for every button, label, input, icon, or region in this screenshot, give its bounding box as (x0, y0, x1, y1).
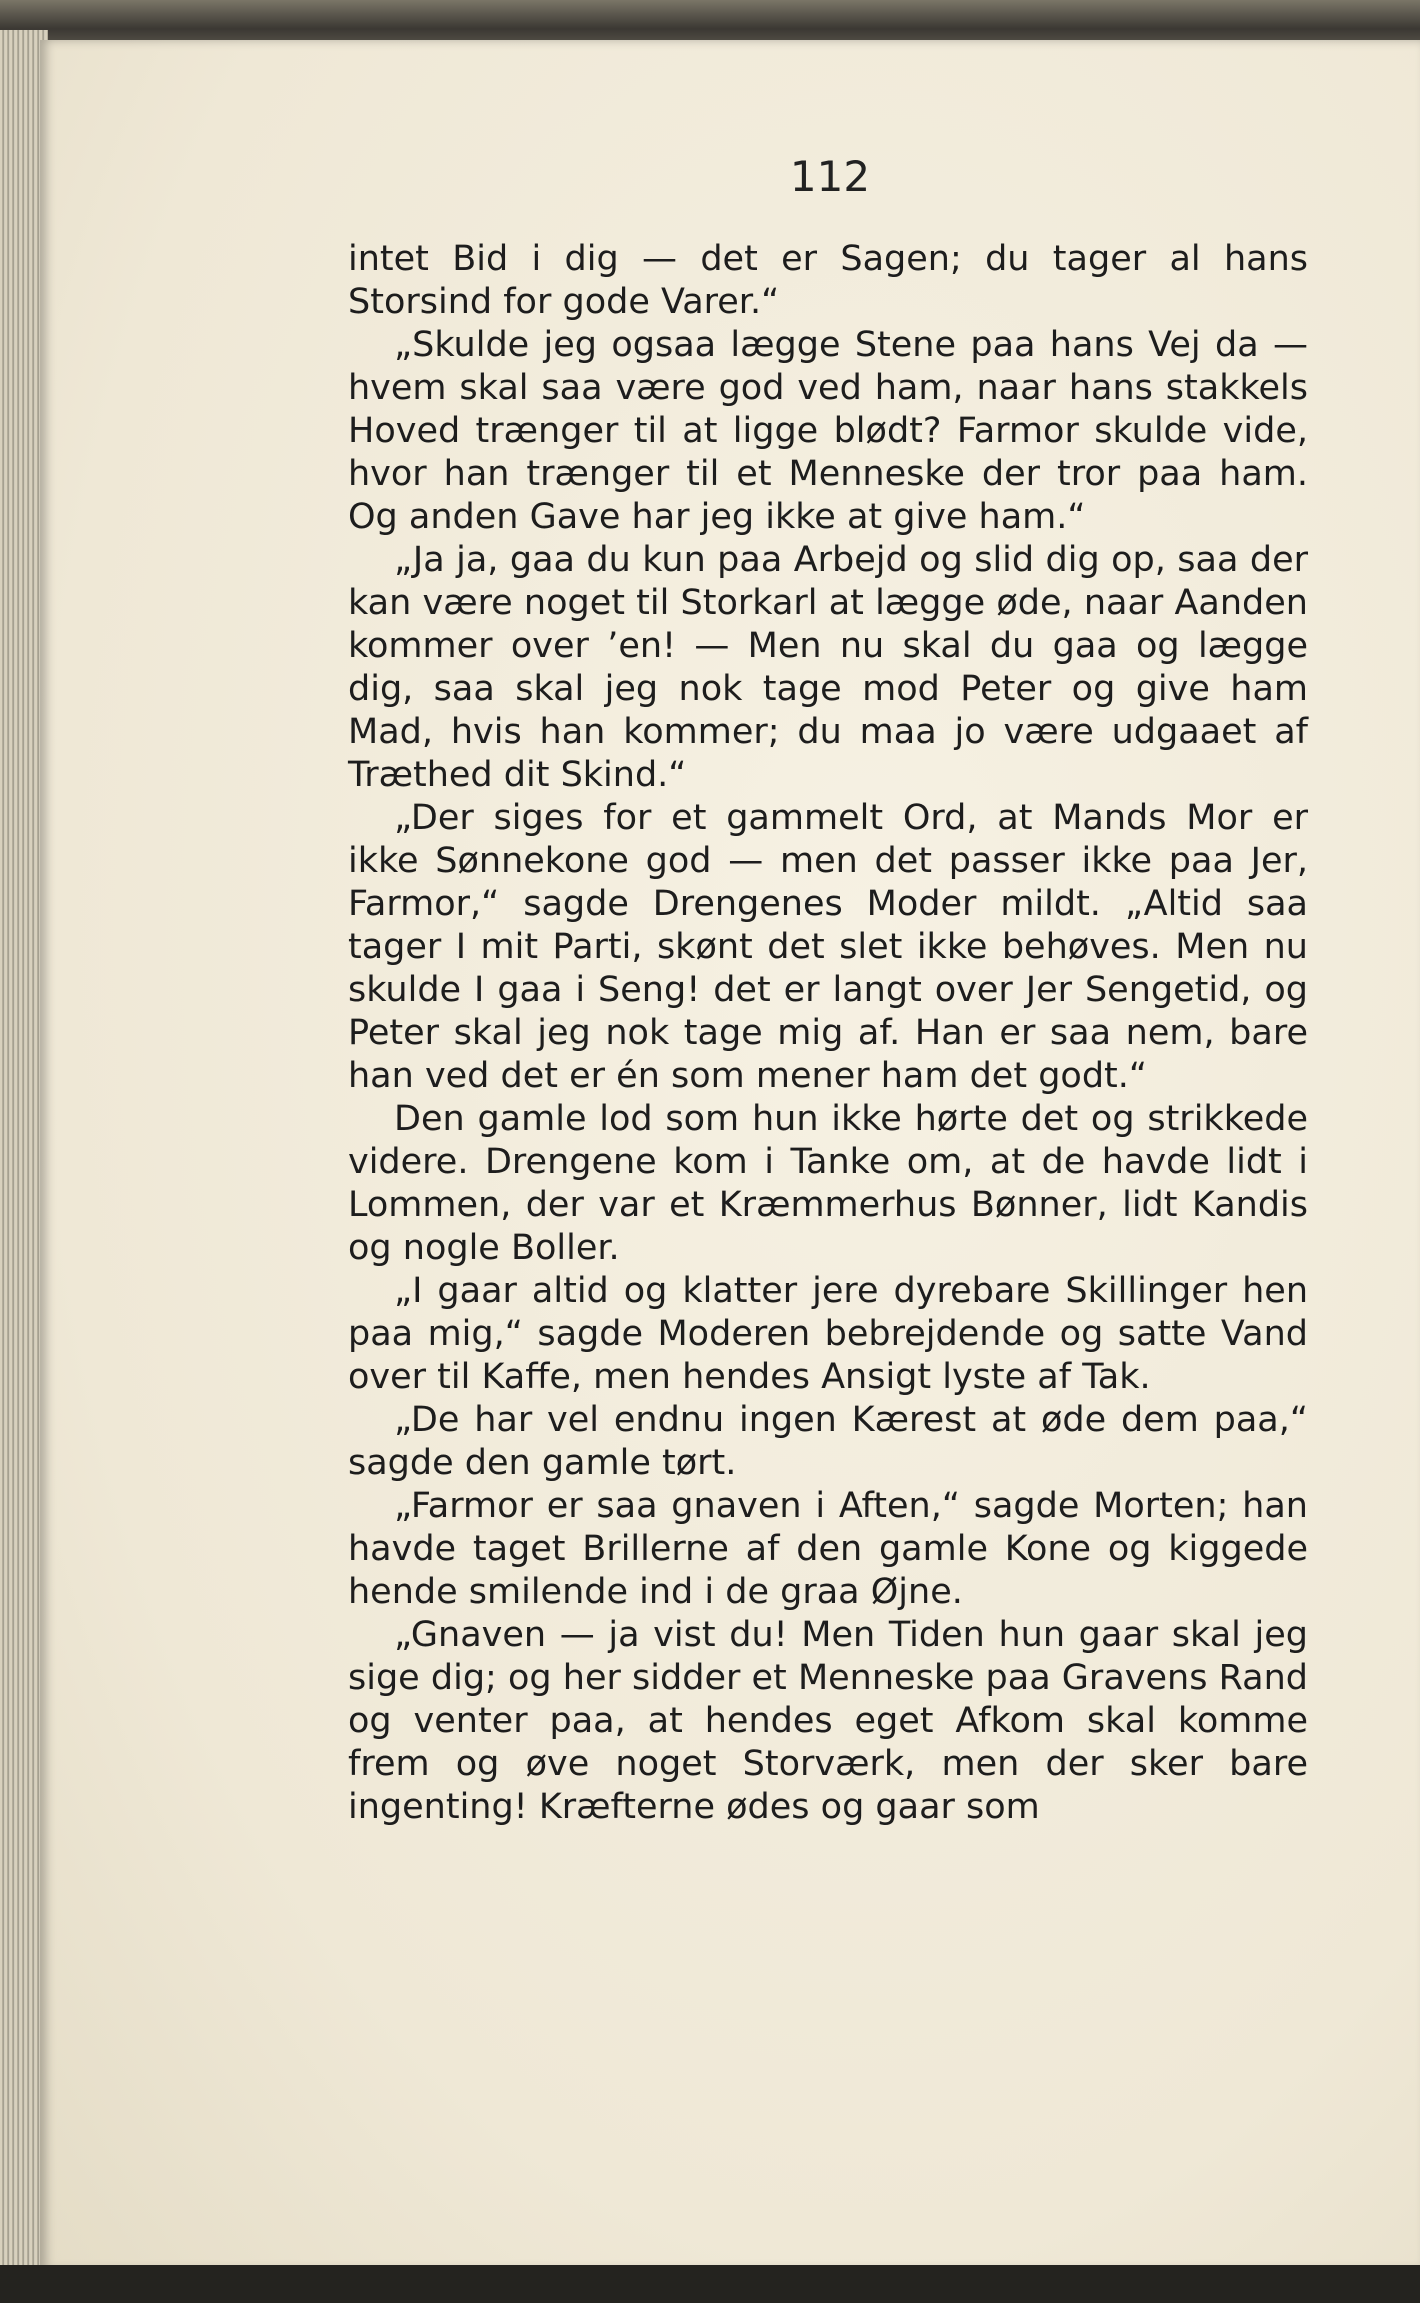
paragraph-1: intet Bid i dig — det er Sagen; du tager al hans Storsind for gode Varer.“ (348, 239, 1308, 322)
body-text (348, 238, 1308, 1829)
paragraph-4: „Der siges for et gammelt Ord, at Mands Mor er ikke Sønnekone god — men det passer ikke paa Jer, Farmor,“ sagde Drengenes Moder mildt. „Altid saa tager I mit Parti, skønt det slet ikke behøves. Men nu skulde I gaa i Seng! det er langt over Jer Sengetid, og Peter skal jeg nok tage mig af. Han er saa nem, bare han ved det er én som mener ham det godt.“ (348, 798, 1308, 1096)
paragraph-3: „Ja ja, gaa du kun paa Arbejd og slid dig op, saa der kan være noget til Storkarl at lægge øde, naar Aanden kommer over ’en! — Men nu skal du gaa og lægge dig, saa skal jeg nok tage mod Peter og give ham Mad, hvis han kommer; du maa jo være udgaaet af Træthed dit Skind.“ (348, 540, 1308, 795)
page-number: 112 (789, 152, 871, 201)
paragraph-2: „Skulde jeg ogsaa lægge Stene paa hans Vej da — hvem skal saa være god ved ham, naar hans stakkels Hoved trænger til at ligge blødt? Farmor skulde vide, hvor han trænger til et Menneske der tror paa ham. Og anden Gave har jeg ikke at give ham.“ (348, 325, 1308, 537)
paragraph-8: „Farmor er saa gnaven i Aften,“ sagde Morten; han havde taget Brillerne af den gamle Kone og kiggede hende smilende ind i de graa Øjne. (348, 1486, 1308, 1612)
paragraph-7: „De har vel endnu ingen Kærest at øde dem paa,“ sagde den gamle tørt. (348, 1400, 1308, 1483)
paragraph-5: Den gamle lod som hun ikke hørte det og strikkede videre. Drengene kom i Tanke om, at de havde lidt i Lommen, der var et Kræmmerhus Bønner, lidt Kandis og nogle Boller. (348, 1099, 1308, 1268)
paragraph-6: „I gaar altid og klatter jere dyrebare Skillinger hen paa mig,“ sagde Moderen bebrejdende og satte Vand over til Kaffe, men hendes Ansigt lyste af Tak. (348, 1271, 1308, 1397)
book-binding-bottom (0, 2265, 1420, 2303)
paragraph-9: „Gnaven — ja vist du! Men Tiden hun gaar skal jeg sige dig; og her sidder et Menneske paa Gravens Rand og venter paa, at hendes eget Afkom skal komme frem og øve noget Storværk, men der sker bare ingenting! Kræfterne ødes og gaar som (348, 1615, 1308, 1827)
